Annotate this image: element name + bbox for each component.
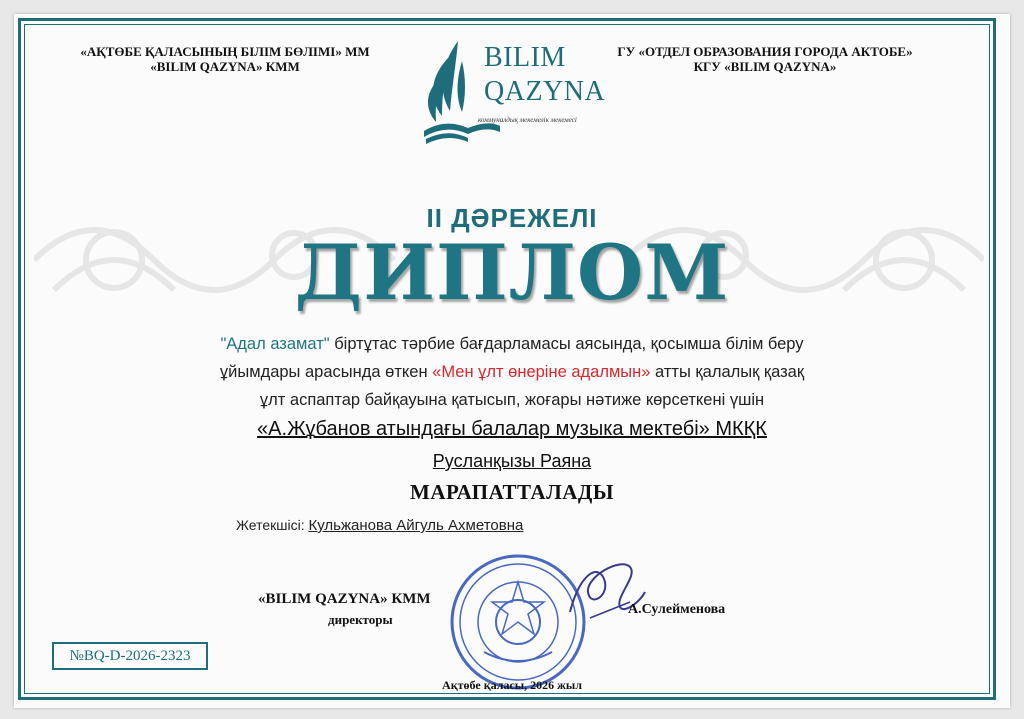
signatory-role: директоры: [328, 612, 393, 627]
awarded-label: МАРАПАТТАЛАДЫ: [410, 480, 614, 504]
logo-line1: BILIM: [484, 42, 566, 73]
student-name: Русланқызы Раяна: [432, 451, 592, 471]
header-right-line2: КГУ «BILIM QAZYNA»: [693, 59, 837, 74]
reason-line-1: [170, 330, 854, 358]
supervisor-label: Жетекшісі:: [236, 517, 305, 533]
diploma-number: №BQ-D-2026-2323: [52, 642, 208, 670]
logo-tagline: коммуналдық мекемелік мекемесі: [478, 116, 577, 124]
reason-line-2-start: ұйымдары арасында өткен: [219, 363, 428, 381]
school-name: «А.Жұбанов атындағы балалар музыка мектебі» МКҚК: [257, 418, 767, 440]
reason-line-2-end: атты қалалық қазақ: [655, 363, 805, 381]
header-left-line2: «BILIM QAZYNA» КММ: [150, 59, 300, 74]
award-reason: [170, 330, 854, 414]
reason-line-3: ұлт аспаптар байқауына қатысып, жоғары нәтиже көрсеткені үшін: [259, 391, 765, 409]
header-right: [590, 44, 940, 74]
logo-line2: QAZYNA: [484, 76, 606, 107]
supervisor-name: Кульжанова Айгуль Ахметовна: [308, 517, 524, 534]
signatory-name: А.Сулейменова: [628, 602, 726, 617]
header-left-line1: «АҚТӨБЕ ҚАЛАСЫНЫҢ БІЛІМ БӨЛІМІ» ММ: [80, 44, 370, 59]
signatory-organization: «BILIM QAZYNA» КММ: [258, 591, 431, 607]
program-name: "Адал азамат": [220, 335, 330, 353]
signature-mark: [560, 552, 650, 632]
header-left: [60, 44, 390, 74]
header-right-line1: ГУ «ОТДЕЛ ОБРАЗОВАНИЯ ГОРОДА АКТОБЕ»: [617, 44, 913, 59]
reason-line-1-text: біртұтас тәрбие бағдарламасы аясында, қосымша білім беру: [334, 335, 804, 353]
reason-line-2: [170, 358, 854, 386]
degree-label: II ДӘРЕЖЕЛІ: [426, 203, 598, 233]
supervisor: [236, 517, 523, 534]
contest-name: «Мен ұлт өнеріне адалмын»: [432, 363, 651, 381]
diploma-title: ДИПЛОМ: [294, 228, 730, 317]
city-year: Ақтөбе қаласы, 2026 жыл: [442, 678, 582, 692]
